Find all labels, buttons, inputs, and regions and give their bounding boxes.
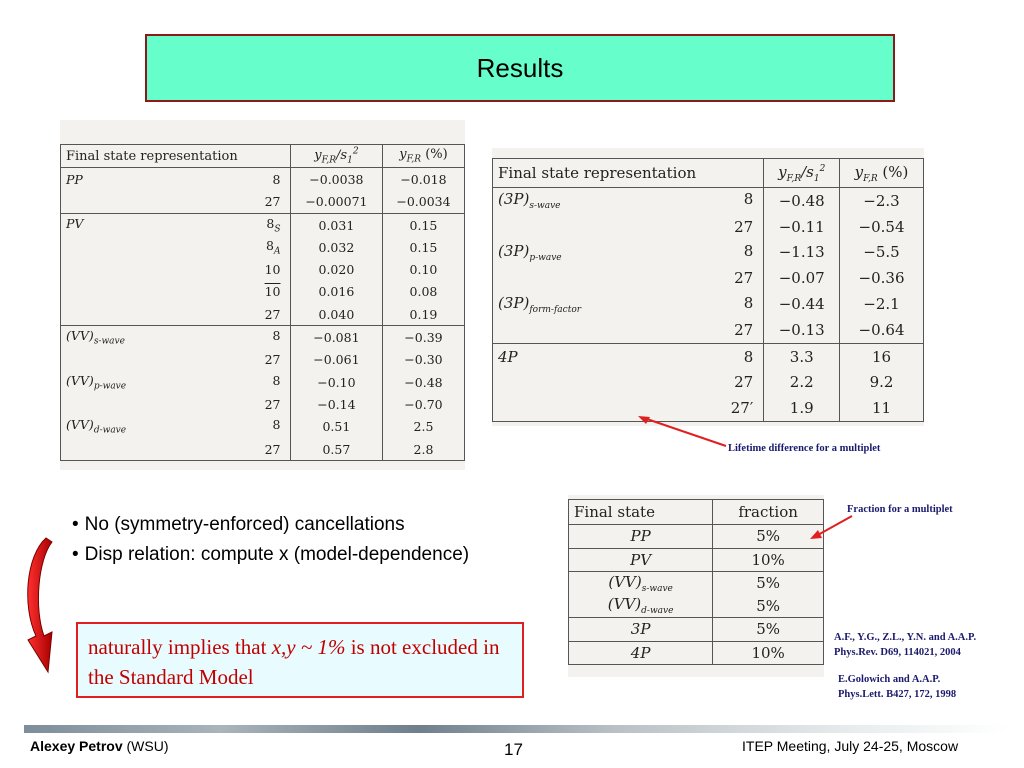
cell-ratio: 2.2 xyxy=(764,370,840,396)
cell-ratio: 0.040 xyxy=(290,303,382,326)
reference-2 xyxy=(838,672,956,702)
cell-ratio: −0.48 xyxy=(764,188,840,214)
cell-state: $(VV)_{s-wave}$ 8 xyxy=(61,326,291,349)
cell-state: 10 xyxy=(61,258,291,280)
bullet-list xyxy=(72,510,469,570)
cell-percent: 0.10 xyxy=(382,258,464,280)
cell-ratio: 0.57 xyxy=(290,438,382,461)
cell-ratio: −0.13 xyxy=(764,317,840,343)
cell-ratio: −0.11 xyxy=(764,214,840,240)
author-name: Alexey Petrov xyxy=(30,738,123,754)
cell-percent: −0.39 xyxy=(382,326,464,349)
table-row xyxy=(569,595,824,618)
cell-ratio: 1.9 xyxy=(764,395,840,421)
footer-divider xyxy=(24,725,1008,733)
author-affiliation: (WSU) xyxy=(126,738,169,754)
col-header-percent: $y_{F,R}$ (%) xyxy=(382,145,464,168)
table-row xyxy=(61,438,465,461)
table-row xyxy=(493,265,924,291)
cell-percent: 9.2 xyxy=(840,370,924,396)
cell-state: 4P 8 xyxy=(493,343,764,369)
cell-ratio: −0.00071 xyxy=(290,191,382,214)
table-row xyxy=(493,370,924,396)
cell-percent: 16 xyxy=(840,343,924,369)
cell-percent: −0.36 xyxy=(840,265,924,291)
conclusion-pre: naturally implies that xyxy=(88,635,272,659)
reference-1 xyxy=(834,630,976,660)
cell-ratio: −0.44 xyxy=(764,291,840,317)
table-row xyxy=(61,393,465,415)
cell-ratio: 0.020 xyxy=(290,258,382,280)
cell-state: 27 xyxy=(493,214,764,240)
cell-state: $(3P)_{form-factor}$ 8 xyxy=(493,291,764,317)
table-fraction xyxy=(568,495,824,677)
table-row xyxy=(61,168,465,191)
cell-state: PP 8 xyxy=(61,168,291,191)
cell-ratio: 0.031 xyxy=(290,213,382,236)
table-row xyxy=(569,641,824,665)
cell-state: 27 xyxy=(61,393,291,415)
cell-percent: −0.70 xyxy=(382,393,464,415)
note-fraction: Fraction for a multiplet xyxy=(847,504,953,515)
bullet-item: • Disp relation: compute x (model-dependence) xyxy=(72,544,470,565)
conclusion-box xyxy=(76,622,524,698)
cell-fraction: 10% xyxy=(713,548,824,572)
reference-2-journal: Phys.Lett. B427, 172, 1998 xyxy=(838,689,957,700)
cell-final-state: 4P xyxy=(569,641,713,665)
table-header-row xyxy=(61,145,465,168)
reference-1-authors: A.F., Y.G., Z.L., Y.N. and A.A.P. xyxy=(834,632,977,643)
table-row xyxy=(61,258,465,280)
col-header-ratio: $y_{F,R}/s_1^2$ xyxy=(764,159,840,188)
cell-state: 27′ xyxy=(493,395,764,421)
reference-1-journal: Phys.Rev. D69, 114021, 2004 xyxy=(834,647,961,658)
cell-percent: −0.30 xyxy=(382,349,464,371)
cell-state: $(3P)_{s-wave}$ 8 xyxy=(493,188,764,214)
footer-author xyxy=(30,738,169,754)
results-table-a xyxy=(60,144,465,461)
cell-percent: −0.48 xyxy=(382,371,464,393)
cell-state: 10 xyxy=(61,281,291,303)
cell-ratio: 0.51 xyxy=(290,416,382,438)
fraction-table xyxy=(568,499,824,665)
cell-ratio: 3.3 xyxy=(764,343,840,369)
table-row xyxy=(493,240,924,266)
cell-ratio: −0.10 xyxy=(290,371,382,393)
col-header-fraction: fraction xyxy=(713,500,824,525)
table-row xyxy=(61,191,465,214)
cell-state: 27 xyxy=(61,438,291,461)
cell-percent: −0.64 xyxy=(840,317,924,343)
cell-ratio: −0.081 xyxy=(290,326,382,349)
cell-percent: 0.15 xyxy=(382,213,464,236)
note-lifetime: Lifetime difference for a multiplet xyxy=(728,443,881,454)
slide-title: Results xyxy=(476,52,564,83)
cell-state: 27 xyxy=(493,317,764,343)
cell-ratio: 0.032 xyxy=(290,236,382,258)
cell-percent: −0.54 xyxy=(840,214,924,240)
curved-arrow-icon xyxy=(18,536,58,676)
table-row xyxy=(61,326,465,349)
cell-state: 27 xyxy=(61,303,291,326)
table-row xyxy=(493,291,924,317)
cell-state: PV $8_S$ xyxy=(61,213,291,236)
table-row xyxy=(61,371,465,393)
cell-final-state: PV xyxy=(569,548,713,572)
cell-final-state: PP xyxy=(569,525,713,549)
cell-ratio: 0.016 xyxy=(290,281,382,303)
cell-final-state: $(VV)_{s-wave}$ xyxy=(569,572,713,595)
cell-ratio: −0.061 xyxy=(290,349,382,371)
cell-state: $(3P)_{p-wave}$ 8 xyxy=(493,240,764,266)
cell-state: $8_A$ xyxy=(61,236,291,258)
table-3p-4p xyxy=(492,148,924,426)
table-row xyxy=(493,188,924,214)
table-pp-pv-vv xyxy=(60,120,465,470)
cell-state: 27 xyxy=(61,191,291,214)
cell-percent: −2.1 xyxy=(840,291,924,317)
cell-ratio: −0.0038 xyxy=(290,168,382,191)
cell-final-state: 3P xyxy=(569,618,713,642)
cell-percent: 11 xyxy=(840,395,924,421)
col-header-final-state: Final state xyxy=(569,500,713,525)
cell-fraction: 5% xyxy=(713,595,824,618)
table-row xyxy=(493,343,924,369)
bullet-icon: • xyxy=(72,514,79,535)
cell-fraction: 5% xyxy=(713,618,824,642)
col-header-percent: $y_{F,R}$ (%) xyxy=(840,159,924,188)
col-header-state: Final state representation xyxy=(493,159,764,188)
table-row xyxy=(61,416,465,438)
cell-fraction: 5% xyxy=(713,572,824,595)
cell-ratio: −1.13 xyxy=(764,240,840,266)
cell-state: $(VV)_{d-wave}$ 8 xyxy=(61,416,291,438)
table-row xyxy=(493,317,924,343)
results-table-b xyxy=(492,158,924,422)
cell-fraction: 5% xyxy=(713,525,824,549)
cell-ratio: −0.07 xyxy=(764,265,840,291)
cell-state: 27 xyxy=(493,265,764,291)
footer-event: ITEP Meeting, July 24-25, Moscow xyxy=(742,738,959,754)
bullet-item: • No (symmetry-enforced) cancellations xyxy=(72,514,405,535)
arrow-lifetime xyxy=(630,410,730,450)
cell-percent: −2.3 xyxy=(840,188,924,214)
conclusion-math: x,y ~ 1% xyxy=(271,635,346,659)
table-row xyxy=(61,349,465,371)
table-row xyxy=(569,618,824,642)
table-row xyxy=(61,236,465,258)
cell-state: 27 xyxy=(61,349,291,371)
cell-percent: −0.018 xyxy=(382,168,464,191)
table-row xyxy=(569,548,824,572)
table-row xyxy=(61,303,465,326)
cell-percent: 0.15 xyxy=(382,236,464,258)
cell-percent: −5.5 xyxy=(840,240,924,266)
page-number: 17 xyxy=(504,740,523,759)
cell-state: 27 xyxy=(493,370,764,396)
table-row xyxy=(569,572,824,595)
cell-ratio: −0.14 xyxy=(290,393,382,415)
table-header-row xyxy=(569,500,824,525)
reference-2-authors: E.Golowich and A.A.P. xyxy=(838,674,941,685)
col-header-ratio: $y_{F,R}/s_1^2$ xyxy=(290,145,382,168)
cell-percent: 2.8 xyxy=(382,438,464,461)
cell-state: $(VV)_{p-wave}$ 8 xyxy=(61,371,291,393)
table-header-row xyxy=(493,159,924,188)
cell-percent: 0.19 xyxy=(382,303,464,326)
table-row xyxy=(493,214,924,240)
conclusion-post: is not excluded in the Standard Model xyxy=(88,635,500,689)
table-row xyxy=(61,213,465,236)
cell-percent: −0.0034 xyxy=(382,191,464,214)
cell-fraction: 10% xyxy=(713,641,824,665)
cell-final-state: $(VV)_{d-wave}$ xyxy=(569,595,713,618)
slide-title-box xyxy=(145,34,895,102)
table-row xyxy=(569,525,824,549)
table-row xyxy=(61,281,465,303)
bullet-icon: • xyxy=(72,544,79,565)
col-header-state: Final state representation xyxy=(61,145,291,168)
cell-percent: 2.5 xyxy=(382,416,464,438)
cell-percent: 0.08 xyxy=(382,281,464,303)
